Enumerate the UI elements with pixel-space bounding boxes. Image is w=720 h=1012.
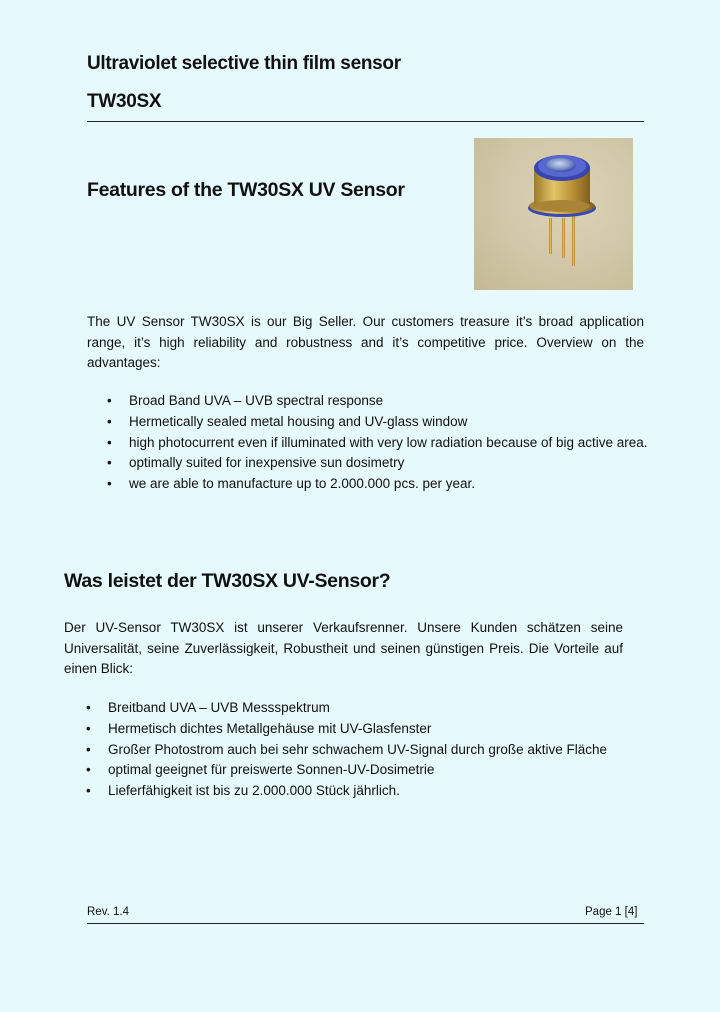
list-item: • Hermetisch dichtes Metallgehäuse mit UV-Glasfenster [86,719,607,740]
list-item: • optimal geeignet für preiswerte Sonnen-UV-Dosimetrie [86,760,607,781]
list-item: • Hermetically sealed metal housing and UV-glass window [107,412,648,433]
list-item: • optimally suited for inexpensive sun dosimetry [107,453,648,474]
list-item: • Breitband UVA – UVB Messspektrum [86,698,607,719]
footer-rule [87,923,644,924]
list-item: • Lieferfähigkeit ist bis zu 2.000.000 Stück jährlich. [86,781,607,802]
sensor-photo-icon [474,138,633,290]
header-rule [87,121,644,122]
german-advantages-list [86,698,607,802]
list-item: • Großer Photostrom auch bei sehr schwachem UV-Signal durch große aktive Fläche [86,740,607,761]
english-advantages-list [107,391,648,495]
list-item: • high photocurrent even if illuminated with very low radiation because of big active area. [107,433,648,454]
german-intro: Der UV-Sensor TW30SX ist unserer Verkaufsrenner. Unsere Kunden schätzen seine Universalität, seine Zuverlässigkeit, Robustheit und seinen günstigen Preis. Die Vorteile auf einen Blick: [64,620,623,676]
english-intro: The UV Sensor TW30SX is our Big Seller. Our customers treasure it’s broad application range, it’s high reliability and robustness and it’s competitive price. Overview on the advantages: [87,314,644,370]
german-heading: Was leistet der TW30SX UV-Sensor? [64,570,391,592]
list-item: • we are able to manufacture up to 2.000.000 pcs. per year. [107,474,648,495]
english-heading: Features of the TW30SX UV Sensor [87,179,405,201]
page-number: Page 1 [4] [585,906,638,918]
model-name: TW30SX [87,91,162,112]
revision-label: Rev. 1.4 [87,906,129,918]
list-item: • Broad Band UVA – UVB spectral response [107,391,648,412]
document-title: Ultraviolet selective thin film sensor [87,53,401,74]
